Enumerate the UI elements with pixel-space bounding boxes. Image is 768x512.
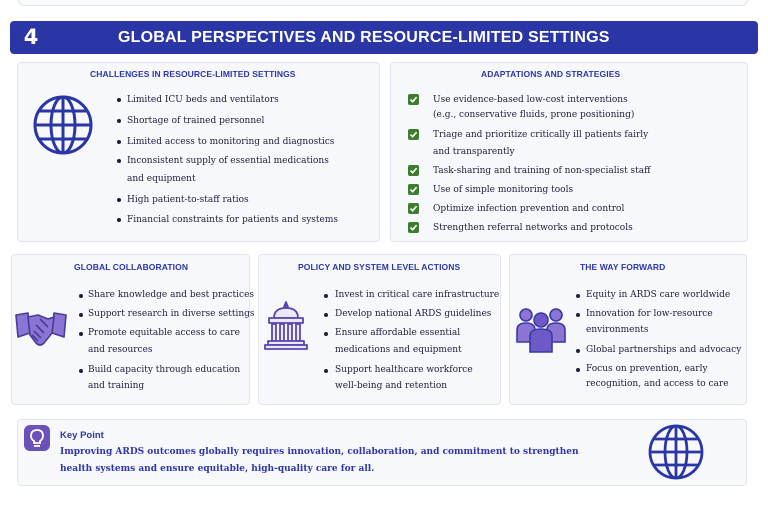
forward-title: THE WAY FORWARD <box>580 262 666 272</box>
list-item: Use of simple monitoring tools <box>433 185 574 195</box>
checkmark-icon <box>408 222 419 233</box>
list-item-continued: and resources <box>88 345 153 355</box>
bullet <box>117 140 121 144</box>
list-item-continued: environments <box>586 325 649 335</box>
list-item-continued: and transparently <box>433 147 515 157</box>
bullet <box>576 294 580 298</box>
bullet <box>79 313 83 317</box>
checkmark-icon <box>408 165 419 176</box>
checkmark-icon <box>408 203 419 214</box>
list-item: Invest in critical care infrastructure <box>335 290 500 300</box>
list-item: Limited ICU beds and ventilators <box>127 95 279 105</box>
list-item: Task-sharing and training of non-specialist staff <box>433 166 651 176</box>
handshake-icon <box>14 305 68 353</box>
section-number: 4 <box>23 25 39 49</box>
list-item: Global partnerships and advocacy <box>586 345 742 355</box>
list-item: Develop national ARDS guidelines <box>335 309 492 319</box>
list-item: Optimize infection prevention and control <box>433 204 625 214</box>
collaboration-title: GLOBAL COLLABORATION <box>74 262 189 272</box>
list-item: Support research in diverse settings <box>88 309 255 319</box>
bullet <box>324 294 328 298</box>
list-item-continued: and equipment <box>127 174 196 184</box>
people-group-icon <box>515 304 567 356</box>
bullet <box>324 313 328 317</box>
list-item: Financial constraints for patients and systems <box>127 215 338 225</box>
checkmark-icon <box>408 184 419 195</box>
list-item: Support healthcare workforce <box>335 365 473 375</box>
list-item: Shortage of trained personnel <box>127 116 265 126</box>
list-item: Use evidence-based low-cost interventions <box>433 95 628 105</box>
bullet <box>117 98 121 102</box>
list-item-continued: and training <box>88 381 145 391</box>
bullet <box>576 349 580 353</box>
list-item: High patient-to-staff ratios <box>127 195 249 205</box>
government-building-icon <box>263 298 309 352</box>
list-item: Triage and prioritize critically ill patients fairly <box>433 130 649 140</box>
globe-icon <box>647 423 705 481</box>
checkmark-icon <box>408 94 419 105</box>
bullet <box>79 369 83 373</box>
key-point-line: health systems and ensure equitable, high-quality care for all. <box>60 464 375 474</box>
checkmark-icon <box>408 129 419 140</box>
bullet <box>324 332 328 336</box>
globe-icon <box>32 94 94 156</box>
list-item: Focus on prevention, early <box>586 364 708 374</box>
challenges-title: CHALLENGES IN RESOURCE-LIMITED SETTINGS <box>90 69 296 79</box>
lightbulb-icon <box>24 425 50 451</box>
section-banner <box>10 21 758 54</box>
policy-title: POLICY AND SYSTEM LEVEL ACTIONS <box>298 262 461 272</box>
list-item: Innovation for low-resource <box>586 309 713 319</box>
bullet <box>79 294 83 298</box>
key-point-title: Key Point <box>60 430 104 441</box>
list-item-continued: medications and equipment <box>335 345 462 355</box>
bullet <box>576 368 580 372</box>
list-item-continued: well-being and retention <box>335 381 448 391</box>
bullet <box>79 332 83 336</box>
bullet <box>117 198 121 202</box>
list-item: Share knowledge and best practices <box>88 290 255 300</box>
section-title: GLOBAL PERSPECTIVES AND RESOURCE-LIMITED SETTINGS <box>118 29 610 46</box>
list-item: Build capacity through education <box>88 365 241 375</box>
list-item-continued: (e.g., conservative fluids, prone positioning) <box>433 110 635 120</box>
list-item: Strengthen referral networks and protocols <box>433 223 633 233</box>
bullet <box>117 159 121 163</box>
key-point-line: Improving ARDS outcomes globally requires innovation, collaboration, and commitment to strengthen <box>60 447 579 457</box>
previous-section-edge <box>18 0 748 6</box>
list-item: Inconsistent supply of essential medications <box>127 156 329 166</box>
list-item: Promote equitable access to care <box>88 328 240 338</box>
bullet <box>117 218 121 222</box>
list-item: Limited access to monitoring and diagnostics <box>127 137 335 147</box>
list-item: Equity in ARDS care worldwide <box>586 290 731 300</box>
list-item-continued: recognition, and access to care <box>586 379 729 389</box>
list-item: Ensure affordable essential <box>335 328 461 338</box>
bullet <box>324 369 328 373</box>
bullet <box>117 119 121 123</box>
bullet <box>576 313 580 317</box>
adaptations-title: ADAPTATIONS AND STRATEGIES <box>481 69 621 79</box>
